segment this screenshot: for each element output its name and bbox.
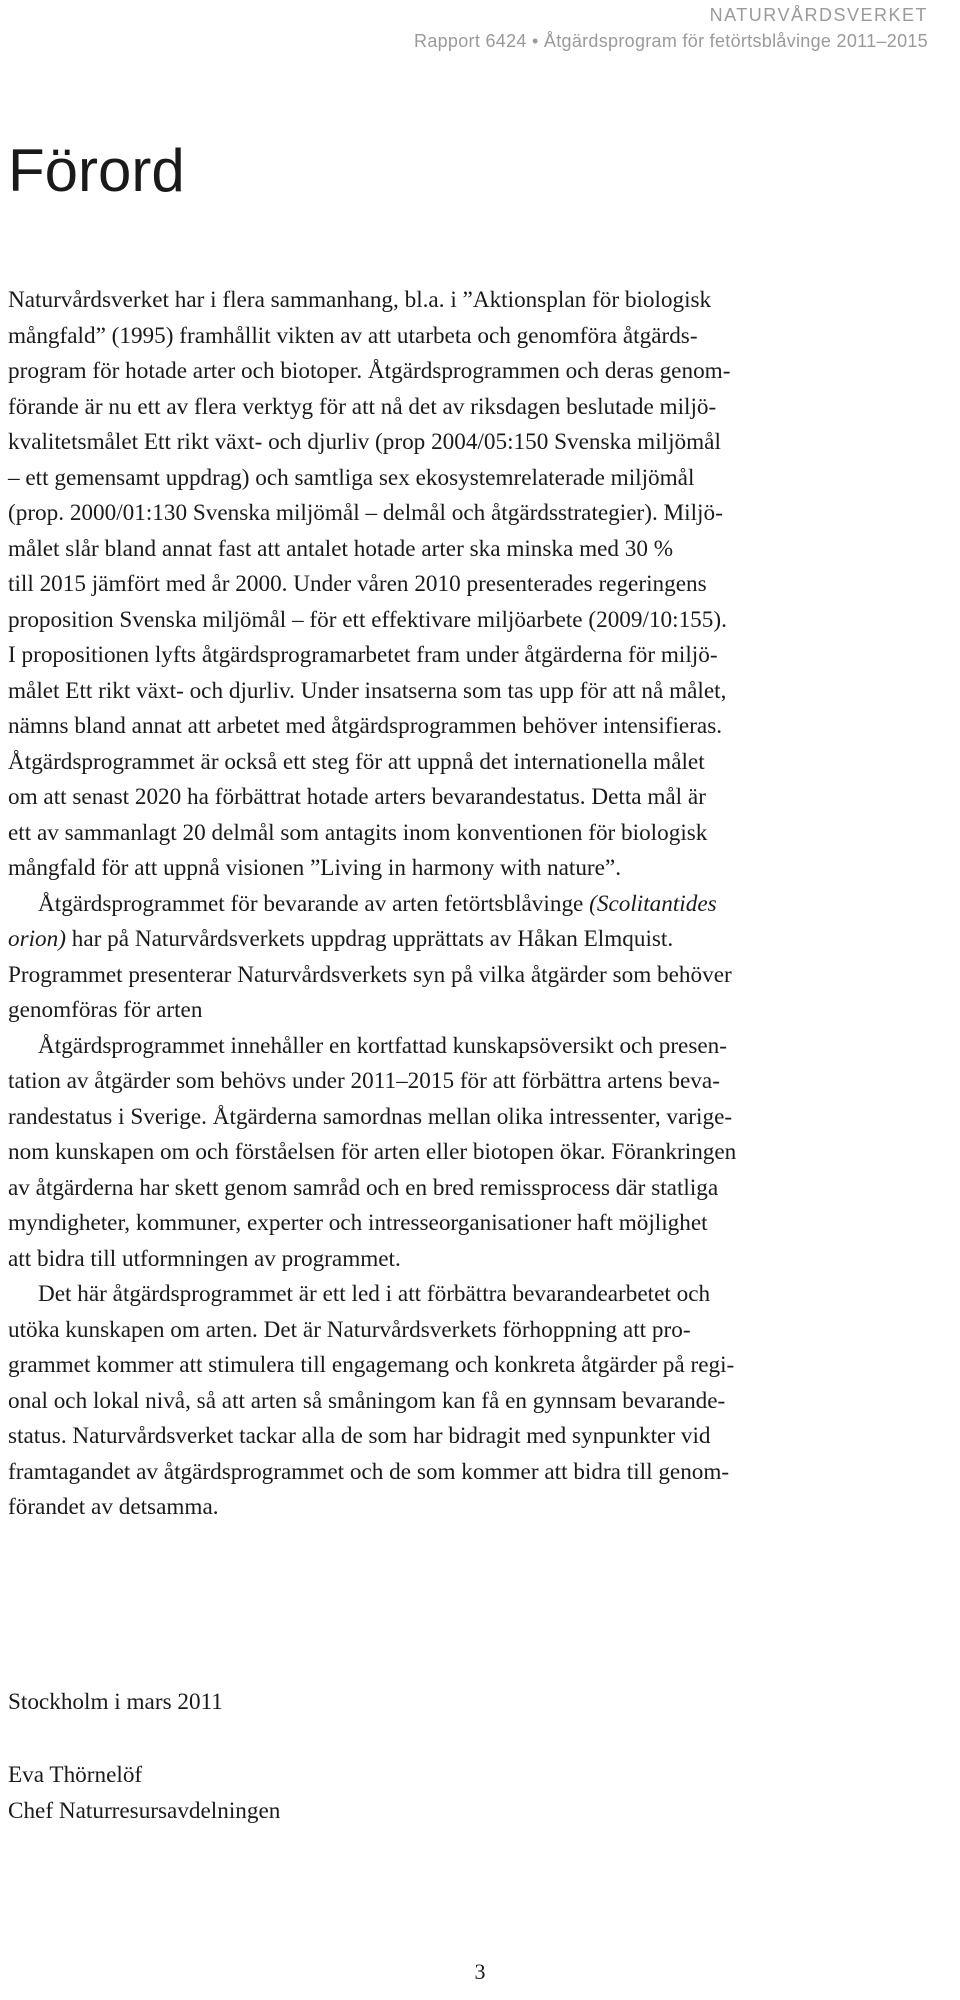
- page-title: Förord: [8, 137, 185, 204]
- preface-body: [8, 283, 920, 1526]
- paragraph-1: Naturvårdsverket har i flera sammanhang, bl.a. i ”Aktionsplan för biologisk mångfald” (1995) framhållit vikten av att utarbeta och genomföra åtgärds- program för hotade arter och biotoper. Åtgärdsprogrammen och deras genom- förande är nu ett av flera verktyg för att nå det av riksdagen beslutade miljö- kvalitetsmålet Ett rikt växt- och djurliv (prop 2004/05:150 Svenska miljömål – ett gemensamt uppdrag) och samtliga sex ekosystemrelaterade miljömål (prop. 2000/01:130 Svenska miljömål – delmål och åtgärdsstrategier). Miljö- målet slår bland annat fast att antalet hotade arter ska minska med 30 % till 2015 jämfört med år 2000. Under våren 2010 presenterades regeringens proposition Svenska miljömål – för ett effektivare miljöarbete (2009/10:155). I propositionen lyfts åtgärdsprogramarbetet fram under åtgärderna för miljö- målet Ett rikt växt- och djurliv. Under insatserna som tas upp för att nå målet, nämns bland annat att arbetet med åtgärdsprogrammen behöver intensifieras. Åtgärdsprogrammet är också ett steg för att uppnå det internationella målet om att senast 2020 ha förbättrat hotade arters bevarandestatus. Detta mål är ett av sammanlagt 20 delmål som antagits inom konventionen för biologisk mångfald för att uppnå visionen ”Living in harmony with nature”.: [8, 287, 731, 881]
- signatory-name: Eva Thörnelöf: [8, 1762, 143, 1788]
- species-latin-name: (Scolitantides orion): [8, 890, 717, 952]
- header-organization: NATURVÅRDSVERKET: [709, 5, 928, 25]
- header-report-title: Rapport 6424 • Åtgärdsprogram för fetörtsblåvinge 2011–2015: [414, 31, 928, 51]
- paragraph-3: Åtgärdsprogrammet innehåller en kortfattad kunskapsöversikt och presen- tation av åtgärder som behövs under 2011–2015 för att förbättra artens beva- randestatus i Sverige. Åtgärderna samordnas mellan olika intressenter, varige- nom kunskapen om och förståelsen för arten eller biotopen ökar. Förankringen av åtgärderna har skett genom samråd och en bred remissprocess där statliga myndigheter, kommuner, experter och intresseorganisationer haft möjlighet att bidra till utformningen av programmet.: [8, 1032, 737, 1272]
- paragraph-2-text-after: har på Naturvårdsverkets uppdrag upprättats av Håkan Elmquist. Programmet presenterar Naturvårdsverkets syn på vilka åtgärder som behöver genomföras för arten: [8, 926, 732, 1023]
- page-number: 3: [474, 1959, 486, 1984]
- signatory-position: Chef Naturresursavdelningen: [8, 1797, 281, 1824]
- paragraph-4: Det här åtgärdsprogrammet är ett led i att förbättra bevarandearbetet och utöka kunskapen om arten. Det är Naturvårdsverkets förhoppning att pro- grammet kommer att stimulera till engagemang och konkreta åtgärder på regi- onal och lokal nivå, så att arten så småningom kan få en gynnsam bevarande- status. Naturvårdsverket tackar alla de som har bidragit med synpunkter vid framtagandet av åtgärdsprogrammet och de som kommer att bidra till genom- förandet av detsamma.: [8, 1281, 735, 1520]
- paragraph-2: [8, 887, 920, 1029]
- place-and-date: Stockholm i mars 2011: [8, 1689, 223, 1715]
- signature-block: [8, 1758, 280, 1829]
- paragraph-2-text-before: Åtgärdsprogrammet för bevarande av arten fetörtsblåvinge: [38, 890, 590, 917]
- page-header: [414, 2, 928, 54]
